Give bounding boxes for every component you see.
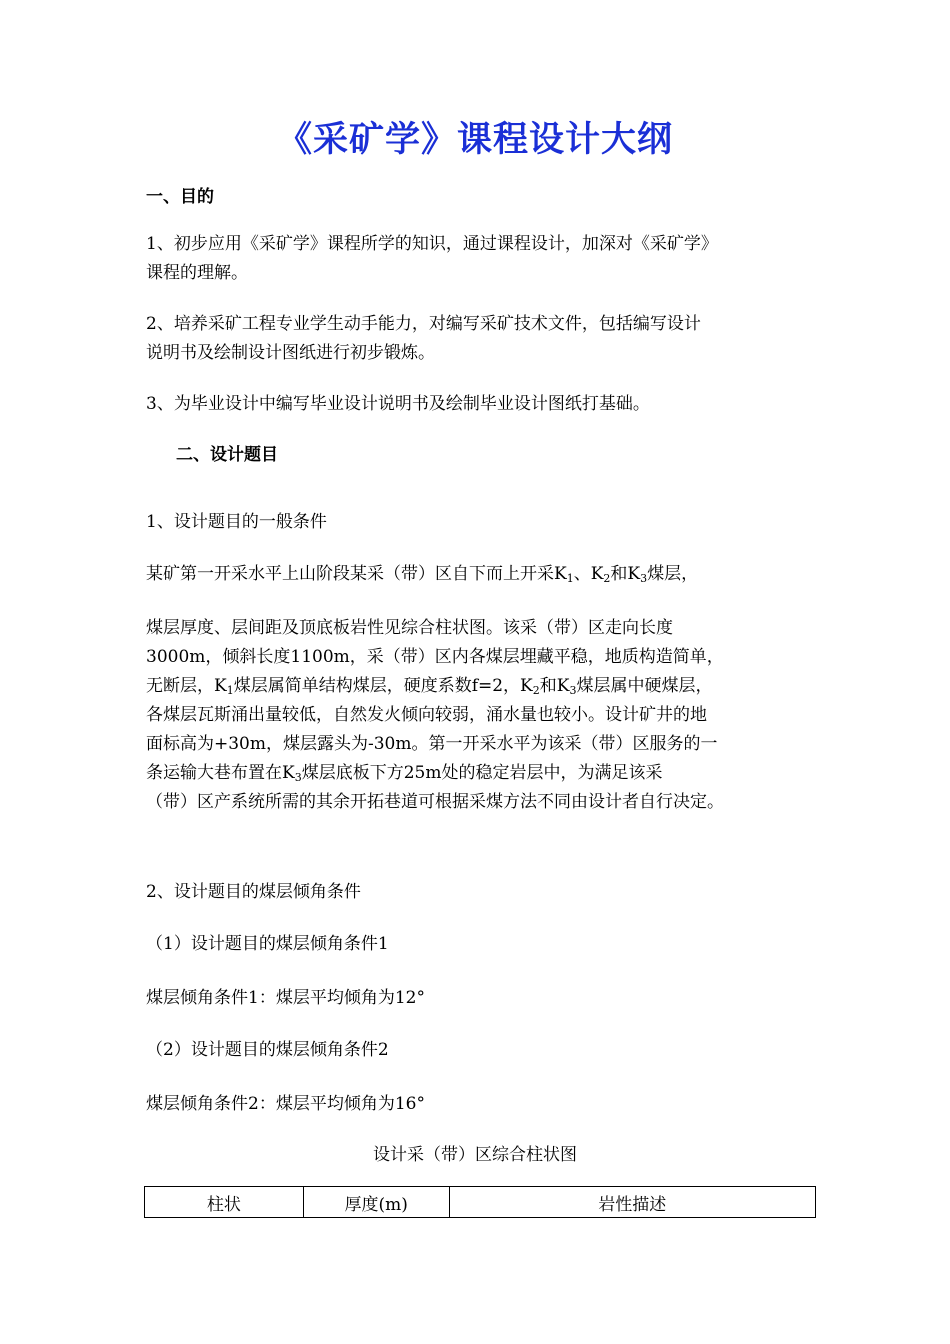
dip-condition-1-text: 煤层倾角条件1：煤层平均倾角为12° bbox=[146, 988, 425, 1008]
stratigraphic-column-table bbox=[144, 1186, 816, 1218]
conditions-paragraph: 煤层厚度、层间距及顶底板岩性见综合柱状图。该采（带）区走向长度 3000m，倾斜长度1100m，采（带）区内各煤层埋藏平稳，地质构造简单， 无断层，$K_1$煤层属简单结构煤层，硬度系数f=2，$K_2$和$K_3$煤层属中硬煤层， 各煤层瓦斯涌出量较低，自然发火倾向较弱，涌水量也较小。设计矿井的地 面标高为+30m，煤层露头为-30m。第一开采水平为该采（带）区服务的一 条运输大巷布置在$K_3$煤层底板下方25m处的稳定岩层中，为满足该采 （带）区产系统所需的其余开拓巷道可根据采煤方法不同由设计者自行决定。 bbox=[146, 618, 724, 812]
section-heading-purpose: 一、目的 bbox=[146, 187, 214, 207]
subsection-general-conditions: 1、设计题目的一般条件 bbox=[146, 512, 327, 532]
dip-condition-2-heading: （2）设计题目的煤层倾角条件2 bbox=[146, 1040, 389, 1060]
column-header-column: 柱状 bbox=[145, 1187, 304, 1218]
purpose-item-1: 1、初步应用《采矿学》课程所学的知识，通过课程设计，加深对《采矿学》 课程的理解。 bbox=[146, 234, 718, 283]
table-header-row bbox=[145, 1187, 816, 1218]
dip-condition-2-text: 煤层倾角条件2：煤层平均倾角为16° bbox=[146, 1094, 425, 1114]
column-header-thickness: 厚度(m) bbox=[303, 1187, 449, 1218]
intro-paragraph: 某矿第一开采水平上山阶段某采（带）区自下而上开采$K_1$、$K_2$和$K_3$煤层， bbox=[146, 564, 699, 585]
column-header-lithology: 岩性描述 bbox=[449, 1187, 815, 1218]
purpose-item-2: 2、培养采矿工程专业学生动手能力，对编写采矿技术文件，包括编写设计 说明书及绘制设计图纸进行初步锻炼。 bbox=[146, 314, 701, 363]
purpose-item-3: 3、为毕业设计中编写毕业设计说明书及绘制毕业设计图纸打基础。 bbox=[146, 394, 650, 414]
document-title: 《采矿学》课程设计大纲 bbox=[276, 119, 673, 160]
dip-condition-1-heading: （1）设计题目的煤层倾角条件1 bbox=[146, 934, 389, 954]
table-caption: 设计采（带）区综合柱状图 bbox=[373, 1145, 577, 1165]
subsection-dip-conditions: 2、设计题目的煤层倾角条件 bbox=[146, 882, 361, 902]
section-heading-topic: 二、设计题目 bbox=[176, 445, 278, 465]
